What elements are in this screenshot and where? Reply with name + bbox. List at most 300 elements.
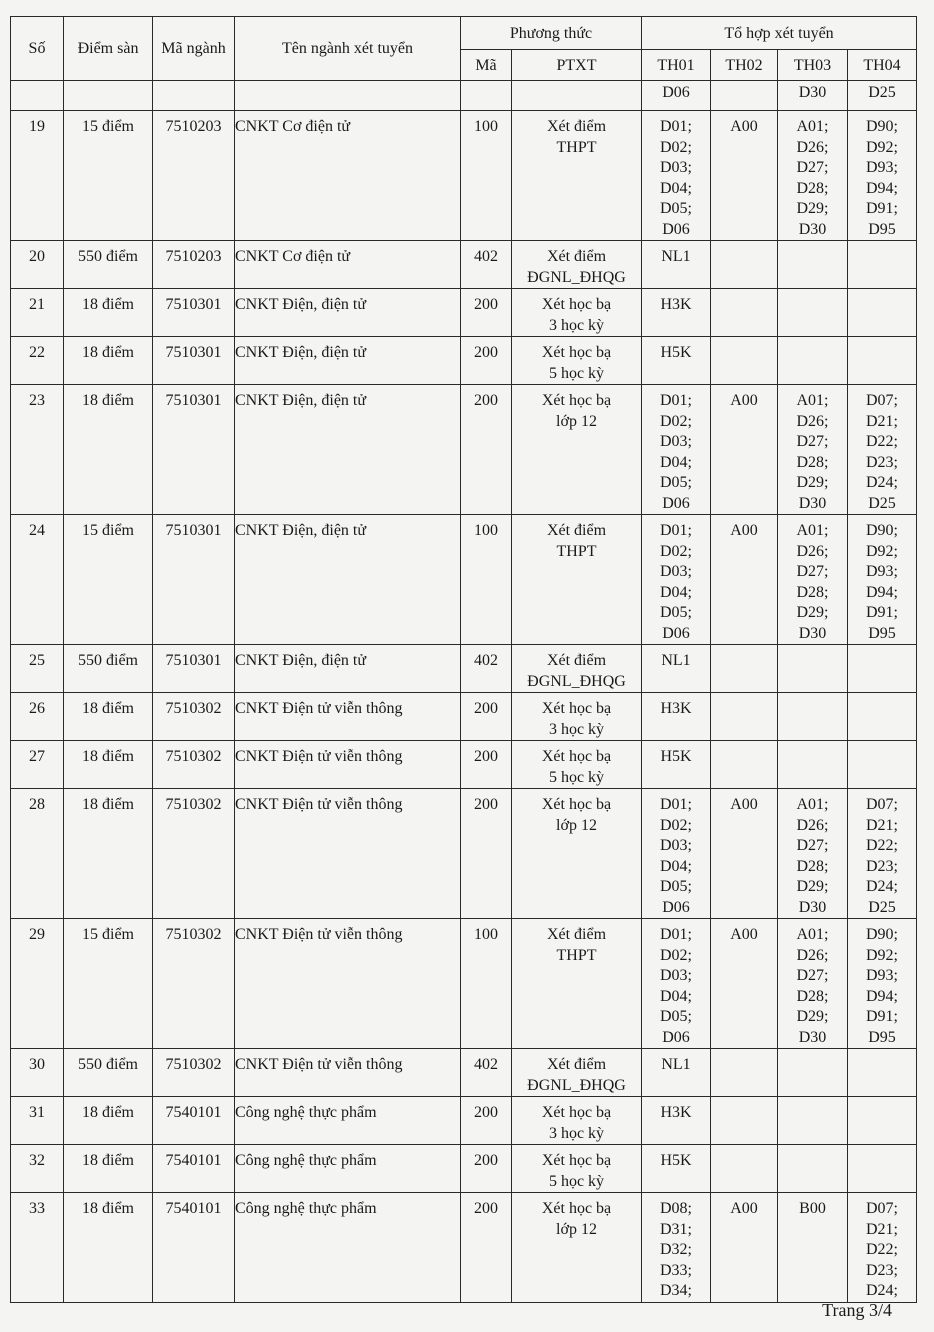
cell-ten-nganh	[235, 741, 461, 789]
cell-ten-nganh	[235, 289, 461, 337]
cell-th04	[848, 1145, 917, 1193]
table-row	[11, 515, 917, 645]
cell-th03	[778, 81, 848, 111]
cell-diem-san-text: 15 điểm	[82, 118, 134, 135]
cell-ma-text: 200	[474, 344, 498, 361]
table-row	[11, 919, 917, 1049]
cell-ten-nganh-text: CNKT Điện tử viễn thông	[235, 796, 403, 813]
cell-ma-nganh-text: 7510203	[165, 118, 222, 135]
cell-th01	[642, 81, 711, 111]
cell-so-text: 24	[29, 522, 45, 539]
cell-th02	[711, 241, 778, 289]
cell-th04	[848, 693, 917, 741]
cell-ma-text: 200	[474, 1152, 498, 1169]
cell-ma-text	[461, 81, 511, 83]
cell-diem-san-text: 18 điểm	[82, 796, 134, 813]
cell-ma-nganh	[153, 337, 235, 385]
cell-ma-nganh-text: 7540101	[165, 1152, 222, 1169]
cell-th02	[711, 1097, 778, 1145]
cell-th03-text	[778, 645, 847, 651]
cell-ma	[461, 1145, 512, 1193]
cell-th03	[778, 241, 848, 289]
cell-ma-nganh	[153, 289, 235, 337]
cell-th02	[711, 81, 778, 111]
cell-so-text: 30	[29, 1056, 45, 1073]
cell-so	[11, 645, 64, 693]
cell-diem-san-text: 550 điểm	[78, 1056, 138, 1073]
cell-diem-san	[64, 81, 153, 111]
cell-th04-text: D25	[868, 84, 896, 101]
cell-th04-text: D90; D92; D93; D94; D91; D95	[866, 926, 898, 1046]
cell-ma-text: 200	[474, 392, 498, 409]
header-so: Số	[11, 17, 64, 81]
cell-th04-text	[848, 1049, 916, 1055]
cell-ma-nganh	[153, 1049, 235, 1097]
cell-ptxt-text: Xét học bạ lớp 12	[541, 1200, 612, 1238]
cell-th02-text	[711, 289, 777, 295]
cell-ten-nganh	[235, 1097, 461, 1145]
cell-diem-san	[64, 385, 153, 515]
cell-ma	[461, 337, 512, 385]
cell-th04	[848, 81, 917, 111]
cell-diem-san	[64, 111, 153, 241]
cell-ma-nganh-text: 7510302	[165, 700, 222, 717]
cell-so-text: 26	[29, 700, 45, 717]
cell-th03	[778, 693, 848, 741]
cell-diem-san	[64, 515, 153, 645]
cell-so-text: 29	[29, 926, 45, 943]
cell-th01-text: H5K	[660, 748, 692, 765]
table-row	[11, 741, 917, 789]
cell-ten-nganh	[235, 81, 461, 111]
cell-ten-nganh	[235, 1145, 461, 1193]
cell-th02-text: A00	[730, 118, 758, 135]
cell-ma-nganh-text: 7510302	[165, 748, 222, 765]
table-row	[11, 693, 917, 741]
cell-ptxt	[512, 1145, 642, 1193]
cell-diem-san-text: 18 điểm	[82, 296, 134, 313]
cell-ma-text: 200	[474, 1104, 498, 1121]
cell-th01-text: D01; D02; D03; D04; D05; D06	[660, 118, 692, 238]
cell-th03	[778, 289, 848, 337]
table-body	[11, 81, 917, 1303]
cell-th02	[711, 1145, 778, 1193]
cell-th01	[642, 1193, 711, 1303]
cell-diem-san	[64, 1193, 153, 1303]
cell-ma-text: 200	[474, 1200, 498, 1217]
cell-ma	[461, 111, 512, 241]
header-ptxt: PTXT	[512, 50, 642, 81]
cell-ma-nganh	[153, 1193, 235, 1303]
cell-th03	[778, 1145, 848, 1193]
table-row	[11, 1049, 917, 1097]
cell-th03-text	[778, 741, 847, 747]
cell-ptxt	[512, 289, 642, 337]
cell-ptxt	[512, 241, 642, 289]
cell-th01-text: NL1	[661, 1056, 691, 1073]
table-row	[11, 81, 917, 111]
cell-ma	[461, 385, 512, 515]
cell-ten-nganh-text: CNKT Điện tử viễn thông	[235, 926, 403, 943]
cell-th01-text: NL1	[661, 248, 691, 265]
cell-so-text: 27	[29, 748, 45, 765]
cell-ten-nganh	[235, 693, 461, 741]
cell-ma-nganh-text: 7510301	[165, 344, 222, 361]
cell-diem-san-text: 18 điểm	[82, 1200, 134, 1217]
cell-diem-san-text: 18 điểm	[82, 392, 134, 409]
cell-th04-text	[848, 241, 916, 247]
header-phuong-thuc: Phương thức	[461, 17, 642, 50]
cell-th02	[711, 515, 778, 645]
cell-so-text: 25	[29, 652, 45, 669]
cell-ma	[461, 645, 512, 693]
cell-ma	[461, 919, 512, 1049]
header-th03: TH03	[778, 50, 848, 81]
cell-ma	[461, 789, 512, 919]
cell-ma-text: 402	[474, 652, 498, 669]
cell-so-text: 28	[29, 796, 45, 813]
cell-th01-text: H3K	[660, 296, 692, 313]
cell-th03-text: A01; D26; D27; D28; D29; D30	[796, 118, 829, 238]
cell-th04-text	[848, 645, 916, 651]
cell-ptxt	[512, 693, 642, 741]
cell-ten-nganh-text: CNKT Điện tử viễn thông	[235, 1056, 403, 1073]
table-row	[11, 1145, 917, 1193]
cell-diem-san-text: 15 điểm	[82, 926, 134, 943]
cell-th04	[848, 645, 917, 693]
cell-ten-nganh	[235, 337, 461, 385]
cell-th04-text	[848, 1097, 916, 1103]
cell-th01-text: NL1	[661, 652, 691, 669]
cell-ten-nganh-text: CNKT Điện, điện tử	[235, 392, 367, 409]
cell-ten-nganh-text: Công nghệ thực phẩm	[235, 1152, 377, 1169]
table-row	[11, 1193, 917, 1303]
cell-th03	[778, 919, 848, 1049]
cell-diem-san-text	[64, 81, 152, 83]
cell-th02-text: A00	[730, 796, 758, 813]
cell-th04	[848, 741, 917, 789]
cell-ptxt-text: Xét điểm ĐGNL_ĐHQG	[527, 1056, 626, 1094]
cell-ptxt	[512, 385, 642, 515]
cell-diem-san	[64, 1049, 153, 1097]
cell-diem-san-text: 18 điểm	[82, 748, 134, 765]
cell-th02-text	[711, 241, 777, 247]
cell-th01-text: H5K	[660, 1152, 692, 1169]
cell-th03-text: A01; D26; D27; D28; D29; D30	[796, 522, 829, 642]
cell-so	[11, 515, 64, 645]
cell-th04-text	[848, 337, 916, 343]
header-ten-nganh: Tên ngành xét tuyển	[235, 17, 461, 81]
cell-so	[11, 919, 64, 1049]
cell-ma-nganh-text: 7510203	[165, 248, 222, 265]
cell-th04-text: D90; D92; D93; D94; D91; D95	[866, 522, 898, 642]
table-header	[11, 17, 917, 81]
cell-ma-nganh	[153, 111, 235, 241]
cell-th02-text	[711, 693, 777, 699]
cell-th03-text	[778, 693, 847, 699]
cell-th02-text: A00	[730, 1200, 758, 1217]
cell-so	[11, 111, 64, 241]
cell-th02-text: A00	[730, 392, 758, 409]
cell-diem-san-text: 550 điểm	[78, 652, 138, 669]
cell-th01-text: D08; D31; D32; D33; D34;	[660, 1200, 692, 1299]
cell-ma	[461, 1097, 512, 1145]
cell-th04	[848, 337, 917, 385]
cell-diem-san	[64, 241, 153, 289]
table-row	[11, 111, 917, 241]
cell-ten-nganh-text: CNKT Điện, điện tử	[235, 296, 367, 313]
cell-th03-text	[778, 1049, 847, 1055]
cell-ma	[461, 289, 512, 337]
cell-th04	[848, 515, 917, 645]
cell-th02	[711, 1049, 778, 1097]
cell-ma-text: 200	[474, 700, 498, 717]
cell-th03-text	[778, 241, 847, 247]
cell-ten-nganh-text: Công nghệ thực phẩm	[235, 1200, 377, 1217]
cell-th01	[642, 515, 711, 645]
cell-ma-nganh	[153, 789, 235, 919]
cell-th02	[711, 385, 778, 515]
cell-diem-san-text: 15 điểm	[82, 522, 134, 539]
cell-so	[11, 789, 64, 919]
cell-so-text: 19	[29, 118, 45, 135]
cell-th02	[711, 1193, 778, 1303]
cell-th01-text: H5K	[660, 344, 692, 361]
cell-ten-nganh-text: CNKT Điện tử viễn thông	[235, 748, 403, 765]
cell-th01-text: D01; D02; D03; D04; D05; D06	[660, 796, 692, 916]
cell-ma-nganh	[153, 645, 235, 693]
cell-ma-nganh	[153, 1145, 235, 1193]
cell-so-text: 33	[29, 1200, 45, 1217]
cell-ten-nganh	[235, 789, 461, 919]
cell-diem-san	[64, 1097, 153, 1145]
cell-th01	[642, 385, 711, 515]
cell-ten-nganh-text: CNKT Điện tử viễn thông	[235, 700, 403, 717]
cell-so-text: 32	[29, 1152, 45, 1169]
cell-ptxt	[512, 1193, 642, 1303]
cell-so	[11, 1145, 64, 1193]
cell-ten-nganh-text: Công nghệ thực phẩm	[235, 1104, 377, 1121]
cell-th04	[848, 789, 917, 919]
cell-th01	[642, 1145, 711, 1193]
header-ma-nganh: Mã ngành	[153, 17, 235, 81]
cell-ptxt	[512, 111, 642, 241]
cell-ten-nganh	[235, 919, 461, 1049]
cell-ma	[461, 81, 512, 111]
cell-th01	[642, 789, 711, 919]
cell-so	[11, 81, 64, 111]
cell-so-text: 21	[29, 296, 45, 313]
cell-ptxt-text: Xét học bạ 3 học kỳ	[541, 700, 612, 738]
cell-th01	[642, 111, 711, 241]
cell-ma-text: 200	[474, 796, 498, 813]
cell-diem-san	[64, 741, 153, 789]
cell-ten-nganh	[235, 1049, 461, 1097]
cell-th03-text	[778, 289, 847, 295]
cell-ma-nganh-text: 7510301	[165, 652, 222, 669]
cell-ma-text: 402	[474, 248, 498, 265]
page-number: Trang 3/4	[822, 1300, 892, 1320]
header-th02: TH02	[711, 50, 778, 81]
cell-th04-text: D90; D92; D93; D94; D91; D95	[866, 118, 898, 238]
cell-so	[11, 1049, 64, 1097]
cell-ma	[461, 1049, 512, 1097]
cell-ma-text: 200	[474, 748, 498, 765]
cell-ma-text: 100	[474, 926, 498, 943]
cell-ma-nganh-text: 7510301	[165, 522, 222, 539]
cell-ptxt	[512, 645, 642, 693]
cell-th01	[642, 1049, 711, 1097]
cell-th02-text	[711, 645, 777, 651]
cell-diem-san-text: 18 điểm	[82, 344, 134, 361]
cell-diem-san-text: 18 điểm	[82, 1104, 134, 1121]
cell-ma-nganh	[153, 81, 235, 111]
cell-ten-nganh-text: CNKT Cơ điện tử	[235, 248, 351, 265]
cell-th03-text: A01; D26; D27; D28; D29; D30	[796, 392, 829, 512]
cell-th02-text	[711, 741, 777, 747]
cell-so-text: 23	[29, 392, 45, 409]
table-row	[11, 241, 917, 289]
cell-ma-nganh	[153, 693, 235, 741]
cell-ma-nganh	[153, 919, 235, 1049]
cell-th03	[778, 385, 848, 515]
cell-th03	[778, 645, 848, 693]
cell-th02-text: A00	[730, 522, 758, 539]
cell-ten-nganh-text	[235, 81, 460, 83]
cell-th01-text: D01; D02; D03; D04; D05; D06	[660, 926, 692, 1046]
cell-th02	[711, 693, 778, 741]
table-row	[11, 385, 917, 515]
cell-ptxt-text: Xét điểm THPT	[546, 926, 607, 964]
cell-th01	[642, 645, 711, 693]
cell-ptxt	[512, 1097, 642, 1145]
cell-ma	[461, 515, 512, 645]
cell-diem-san	[64, 337, 153, 385]
cell-th03-text	[778, 1145, 847, 1151]
cell-th02	[711, 111, 778, 241]
admission-table	[10, 16, 917, 1303]
table-row	[11, 789, 917, 919]
cell-th01	[642, 1097, 711, 1145]
header-th04: TH04	[848, 50, 917, 81]
cell-ptxt	[512, 337, 642, 385]
cell-diem-san	[64, 1145, 153, 1193]
cell-diem-san	[64, 919, 153, 1049]
cell-ma-nganh-text: 7510302	[165, 926, 222, 943]
header-diem-san: Điểm sàn	[64, 17, 153, 81]
cell-th03	[778, 789, 848, 919]
cell-th02-text	[711, 81, 777, 83]
cell-ten-nganh	[235, 515, 461, 645]
cell-th04-text	[848, 693, 916, 699]
cell-ptxt	[512, 1049, 642, 1097]
cell-th04	[848, 1097, 917, 1145]
cell-th04	[848, 385, 917, 515]
header-to-hop: Tổ hợp xét tuyển	[642, 17, 917, 50]
cell-ten-nganh	[235, 241, 461, 289]
cell-so	[11, 1193, 64, 1303]
cell-th02	[711, 289, 778, 337]
cell-th01	[642, 693, 711, 741]
cell-th02	[711, 741, 778, 789]
cell-so-text	[11, 81, 63, 83]
cell-th02-text	[711, 1049, 777, 1055]
cell-th01	[642, 289, 711, 337]
cell-ten-nganh	[235, 111, 461, 241]
cell-ma-text: 100	[474, 118, 498, 135]
cell-ten-nganh-text: CNKT Cơ điện tử	[235, 118, 351, 135]
cell-diem-san-text: 18 điểm	[82, 700, 134, 717]
cell-th03-text: D30	[798, 84, 827, 101]
cell-th02	[711, 789, 778, 919]
cell-th01-text: D06	[662, 84, 690, 101]
cell-so-text: 31	[29, 1104, 45, 1121]
cell-th04-text	[848, 289, 916, 295]
cell-th04	[848, 1193, 917, 1303]
cell-th01-text: D01; D02; D03; D04; D05; D06	[660, 392, 692, 512]
cell-th03-text	[778, 1097, 847, 1103]
cell-th04	[848, 1049, 917, 1097]
cell-diem-san	[64, 789, 153, 919]
cell-diem-san-text: 18 điểm	[82, 1152, 134, 1169]
cell-ma-nganh	[153, 741, 235, 789]
cell-so	[11, 385, 64, 515]
cell-so	[11, 337, 64, 385]
cell-th03-text: A01; D26; D27; D28; D29; D30	[796, 796, 829, 916]
cell-ma-nganh-text: 7510301	[165, 392, 222, 409]
cell-th03	[778, 1097, 848, 1145]
cell-ma-nganh	[153, 1097, 235, 1145]
cell-th04-text: D07; D21; D22; D23; D24; D25	[866, 796, 898, 916]
cell-ma-nganh-text: 7510302	[165, 796, 222, 813]
cell-ptxt-text: Xét học bạ 3 học kỳ	[541, 296, 612, 334]
cell-th04	[848, 289, 917, 337]
cell-so	[11, 693, 64, 741]
cell-th02-text	[711, 1145, 777, 1151]
cell-th02	[711, 645, 778, 693]
table-row	[11, 645, 917, 693]
cell-ten-nganh-text: CNKT Điện, điện tử	[235, 344, 367, 361]
cell-th04-text	[848, 1145, 916, 1151]
cell-ptxt-text: Xét điểm ĐGNL_ĐHQG	[527, 652, 626, 690]
cell-th01-text: H3K	[660, 700, 692, 717]
cell-ten-nganh	[235, 385, 461, 515]
cell-th04	[848, 111, 917, 241]
cell-th03	[778, 111, 848, 241]
cell-th01	[642, 741, 711, 789]
cell-ma-text: 100	[474, 522, 498, 539]
cell-ptxt-text: Xét học bạ lớp 12	[541, 392, 612, 430]
cell-th04-text: D07; D21; D22; D23; D24; D25	[866, 392, 898, 512]
cell-ma-nganh-text: 7510301	[165, 296, 222, 313]
table-row	[11, 337, 917, 385]
cell-ma-text: 402	[474, 1056, 498, 1073]
cell-ma-nganh-text: 7540101	[165, 1104, 222, 1121]
cell-th02-text	[711, 337, 777, 343]
cell-ptxt-text: Xét học bạ lớp 12	[541, 796, 612, 834]
cell-th02-text	[711, 1097, 777, 1103]
cell-th02	[711, 919, 778, 1049]
cell-th03	[778, 515, 848, 645]
cell-th02	[711, 337, 778, 385]
cell-ptxt-text: Xét điểm ĐGNL_ĐHQG	[527, 248, 626, 286]
cell-th01	[642, 337, 711, 385]
cell-ma-nganh-text: 7540101	[165, 1200, 222, 1217]
cell-ma-nganh	[153, 241, 235, 289]
cell-th03-text: B00	[799, 1200, 826, 1217]
cell-ptxt-text: Xét điểm THPT	[546, 118, 607, 156]
cell-ma-nganh	[153, 385, 235, 515]
